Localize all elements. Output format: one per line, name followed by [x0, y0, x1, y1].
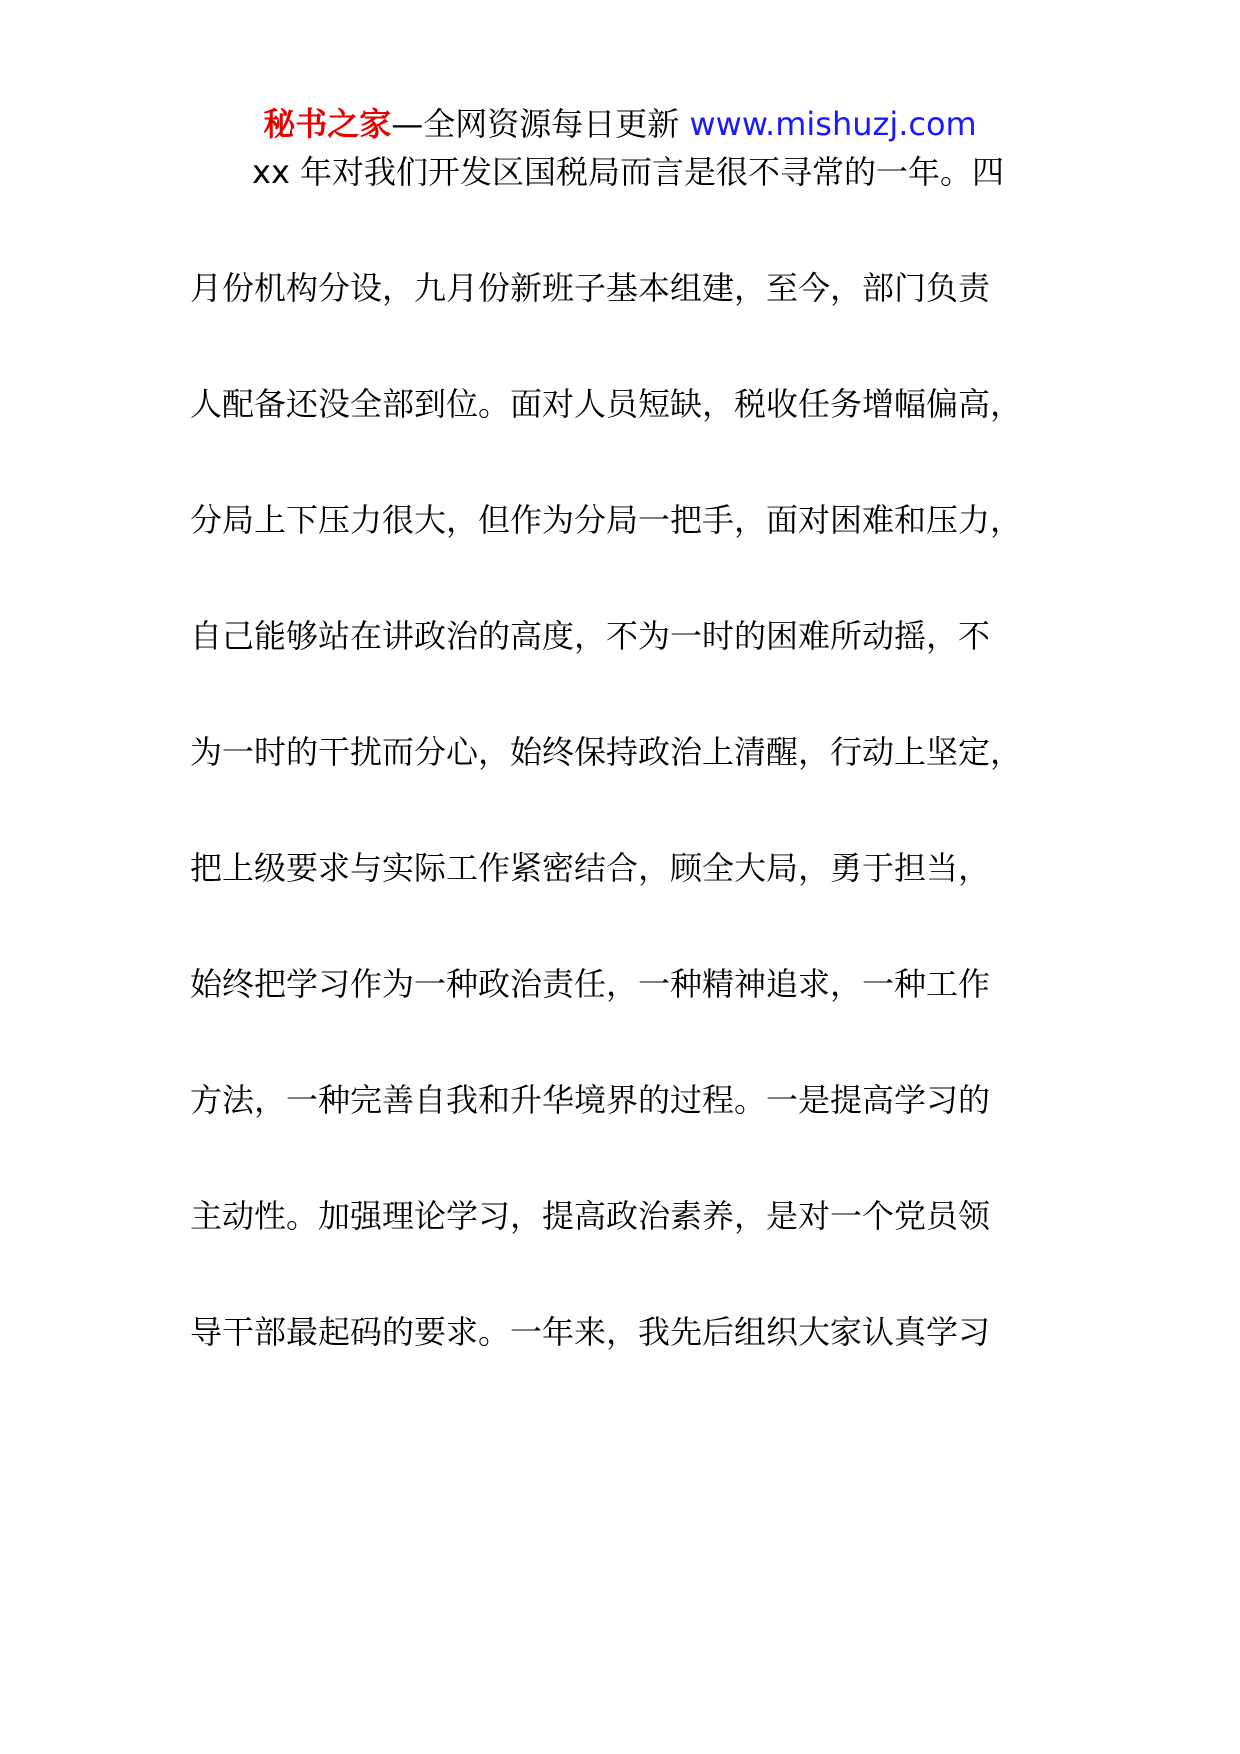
paragraph-line: 自己能够站在讲政治的高度，不为一时的困难所动摇，不 [190, 617, 991, 655]
paragraph-line: 月份机构分设，九月份新班子基本组建，至今，部门负责 [190, 269, 991, 307]
paragraph-line: 为一时的干扰而分心，始终保持政治上清醒，行动上坚定， [190, 733, 1023, 771]
brand-name: 秘书之家 [263, 105, 392, 143]
paragraph-line: 方法，一种完善自我和升华境界的过程。一是提高学习的 [190, 1081, 991, 1119]
paragraph-line: 把上级要求与实际工作紧密结合，顾全大局，勇于担当， [190, 849, 991, 887]
paragraph-line: 导干部最起码的要求。一年来，我先后组织大家认真学习 [190, 1313, 991, 1351]
paragraph-line: 始终把学习作为一种政治责任，一种精神追求，一种工作 [190, 965, 991, 1003]
paragraph-line: 主动性。加强理论学习，提高政治素养，是对一个党员领 [190, 1197, 991, 1235]
paragraph-line: 分局上下压力很大，但作为分局一把手，面对困难和压力， [190, 501, 1023, 539]
header-tagline: —全网资源每日更新 [391, 105, 690, 143]
paragraph-line: 人配备还没全部到位。面对人员短缺，税收任务增幅偏高， [190, 385, 1023, 423]
paragraph-line: xx 年对我们开发区国税局而言是很不寻常的一年。四 [252, 153, 1005, 191]
site-url-link[interactable]: www.mishuzj.com [689, 105, 977, 143]
